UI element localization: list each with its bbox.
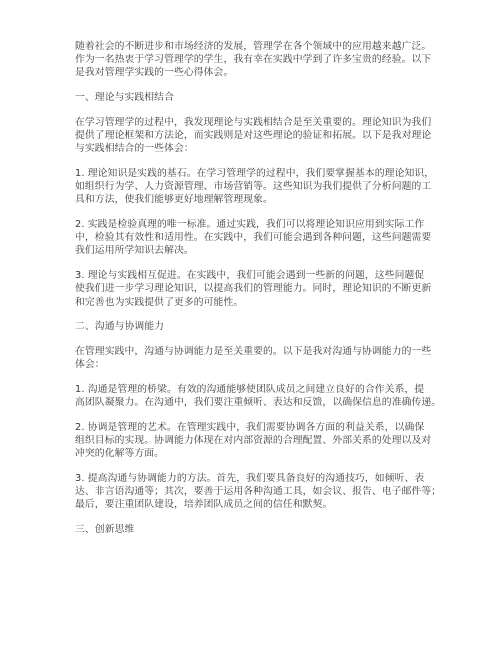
text-line: 提供了理论框架和方法论，而实践则是对这些理论的验证和拓展。以下是我对理论 [75, 130, 432, 142]
text-line: 使我们进一步学习理论知识，以提高我们的管理能力。同时，理论知识的不断更新 [75, 283, 432, 295]
section1-intro-paragraph [75, 116, 435, 156]
text-line: 如组织行为学、人力资源管理、市场营销等。这些知识为我们提供了分析问题的工 [75, 181, 432, 193]
section-heading-2: 二、沟通与协调能力 [75, 321, 165, 333]
text-line: 3. 理论与实践相互促进。在实践中，我们可能会遇到一些新的问题，这些问题促 [75, 270, 425, 282]
text-line: 体会： [75, 359, 105, 371]
section2-point-3 [75, 472, 442, 512]
text-line: 在学习管理学的过程中，我发现理论与实践相结合是至关重要的。理论知识为我们 [75, 116, 432, 128]
text-line: 2. 协调是管理的艺术。在管理实践中，我们需要协调各方面的利益关系，以确保 [75, 421, 425, 433]
text-line: 最后，要注重团队建设，培养团队成员之间的信任和默契。 [75, 499, 333, 511]
text-line: 1. 沟通是管理的桥梁。有效的沟通能够使团队成员之间建立良好的合作关系，提 [75, 383, 425, 395]
text-line: 冲突的化解等方面。 [75, 448, 165, 460]
text-line: 作为一名热衷于学习管理学的学生，我有幸在实践中学到了许多宝贵的经验。以下 [75, 54, 432, 66]
section-heading-1: 一、理论与实践相结合 [75, 92, 174, 104]
text-line: 组织目标的实现。协调能力体现在对内部资源的合理配置、外部关系的处理以及对 [75, 434, 432, 446]
text-line: 1. 理论知识是实践的基石。在学习管理学的过程中，我们要掌握基本的理论知识， [75, 167, 435, 179]
text-line: 与实践相结合的一些体会： [75, 143, 194, 155]
text-line: 和完善也为实践提供了更多的可能性。 [75, 296, 244, 308]
text-line: 中，检验其有效性和适用性。在实践中，我们可能会遇到各种问题，这些问题需要 [75, 232, 432, 244]
document-page [75, 40, 442, 536]
text-line: 2. 实践是检验真理的唯一标准。通过实践，我们可以将理论知识应用到实际工作 [75, 219, 425, 231]
text-line: 是我对管理学实践的一些心得体会。 [75, 67, 234, 79]
section1-point-1 [75, 167, 435, 207]
text-line: 达、非言语沟通等；其次，要善于运用各种沟通工具，如会议、报告、电子邮件等； [75, 486, 442, 498]
text-line: 具和方法，使我们能够更好地理解管理现象。 [75, 194, 273, 206]
section2-intro-paragraph [75, 345, 435, 371]
section-heading-3: 三、创新思维 [75, 523, 135, 535]
intro-paragraph [75, 40, 435, 80]
text-line: 在管理实践中，沟通与协调能力是至关重要的。以下是我对沟通与协调能力的一些 [75, 345, 432, 357]
text-line: 随着社会的不断进步和市场经济的发展，管理学在各个领域中的应用越来越广泛。 [75, 41, 432, 52]
text-line: 3. 提高沟通与协调能力的方法。首先，我们要具备良好的沟通技巧，如倾听、表 [75, 472, 425, 484]
section2-point-1 [75, 383, 442, 409]
section1-point-2 [75, 218, 435, 258]
section2-point-2 [75, 421, 435, 461]
text-line: 高团队凝聚力。在沟通中，我们要注重倾听、表达和反馈，以确保信息的准确传递。 [75, 397, 442, 409]
text-line: 我们运用所学知识去解决。 [75, 245, 194, 257]
section1-point-3 [75, 269, 435, 309]
